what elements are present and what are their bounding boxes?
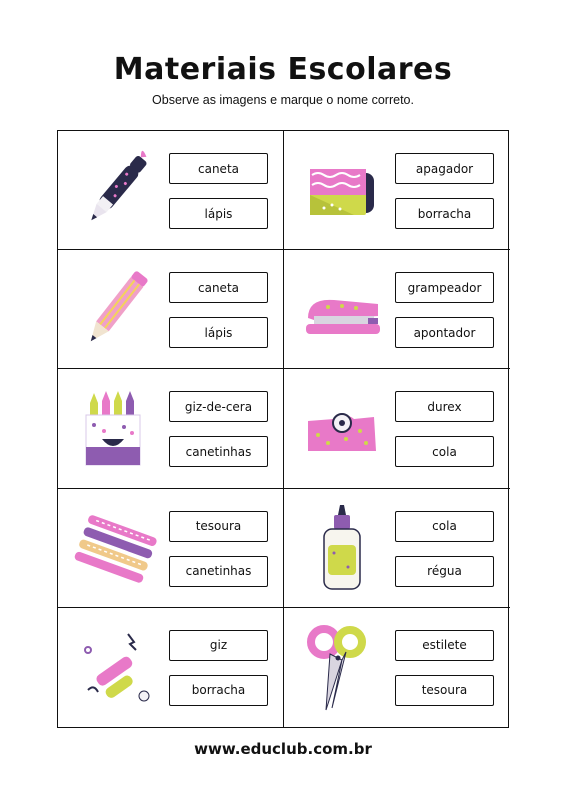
scissors-icon [294, 620, 390, 714]
answer-option[interactable]: caneta [169, 153, 268, 184]
answer-option[interactable]: borracha [395, 198, 494, 229]
answer-option[interactable]: cola [395, 436, 494, 467]
item-cell-tape [284, 369, 510, 488]
answer-option[interactable]: tesoura [169, 511, 268, 542]
item-cell-glue [284, 489, 510, 608]
markers-icon [68, 501, 164, 595]
glue-bottle-icon [294, 501, 390, 595]
answer-option[interactable]: giz [169, 630, 268, 661]
answer-option[interactable]: borracha [169, 675, 268, 706]
answer-option[interactable]: cola [395, 511, 494, 542]
item-cell-stapler [284, 250, 510, 369]
tape-dispenser-icon [294, 381, 390, 475]
answer-option[interactable]: tesoura [395, 675, 494, 706]
answer-option[interactable]: giz-de-cera [169, 391, 268, 422]
chalk-icon [68, 620, 164, 714]
answer-option[interactable]: durex [395, 391, 494, 422]
answer-option[interactable]: estilete [395, 630, 494, 661]
item-cell-pen [58, 131, 284, 250]
pen-icon [68, 143, 164, 237]
item-cell-scissors [284, 608, 510, 727]
exercise-grid [57, 130, 509, 728]
item-cell-eraser [284, 131, 510, 250]
answer-option[interactable]: caneta [169, 272, 268, 303]
answer-option[interactable]: apontador [395, 317, 494, 348]
answer-option[interactable]: canetinhas [169, 556, 268, 587]
answer-option[interactable]: régua [395, 556, 494, 587]
crayons-box-icon [68, 381, 164, 475]
pencil-icon [68, 262, 164, 356]
eraser-icon [294, 143, 390, 237]
answer-option[interactable]: lápis [169, 198, 268, 229]
item-cell-pencil [58, 250, 284, 369]
item-cell-crayons [58, 369, 284, 488]
page-title: Materiais Escolares [113, 52, 453, 87]
answer-option[interactable]: lápis [169, 317, 268, 348]
answer-option[interactable]: canetinhas [169, 436, 268, 467]
item-cell-markers [58, 489, 284, 608]
answer-option[interactable]: grampeador [395, 272, 494, 303]
item-cell-chalk [58, 608, 284, 727]
instructions: Observe as imagens e marque o nome correto. [152, 93, 414, 107]
answer-option[interactable]: apagador [395, 153, 494, 184]
stapler-icon [294, 262, 390, 356]
footer-website: www.educlub.com.br [194, 740, 372, 758]
